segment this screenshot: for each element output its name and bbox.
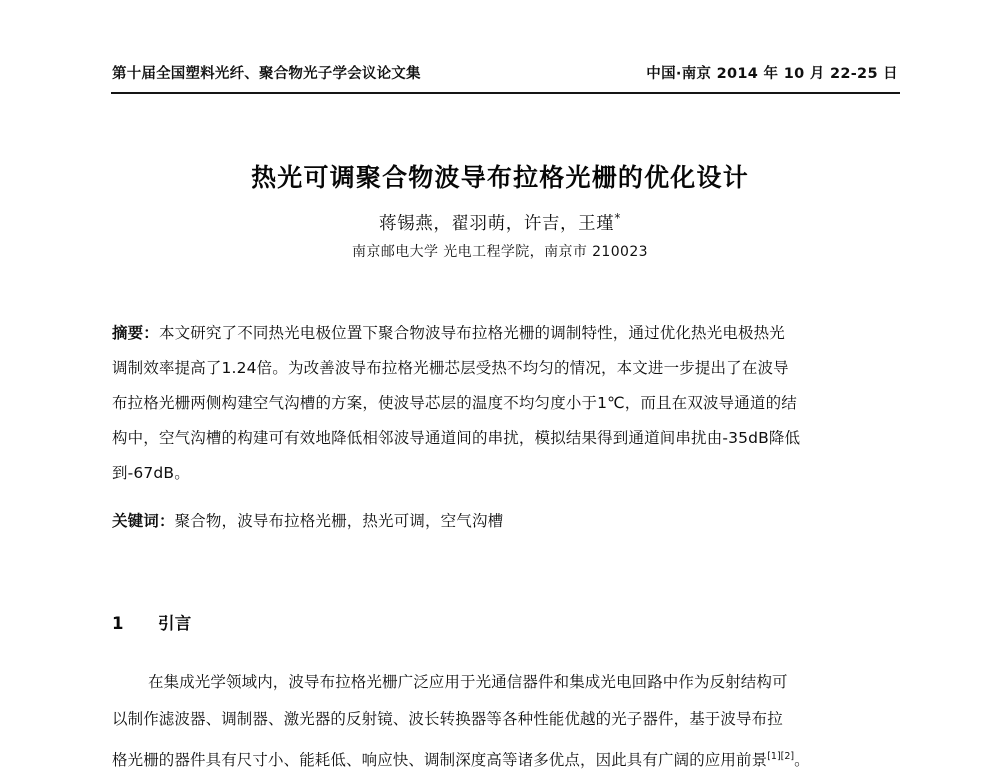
body-text-line-1: 在集成光学领域内，波导布拉格光栅广泛应用于光通信器件和集成光电回路中作为反射结构可 [148,673,788,691]
section-number: 1 [112,614,124,633]
abstract-label: 摘要： [112,324,159,342]
section-heading-introduction [112,610,192,634]
abstract-line [112,421,900,456]
header-location-date: 中国·南京 2014 年 10 月 22-25 日 [646,66,898,82]
author-affiliation: 南京邮电大学 光电工程学院，南京市 210023 [352,244,648,260]
body-line [112,738,902,779]
paper-title: 热光可调聚合物波导布拉格光栅的优化设计 [251,163,749,192]
body-line [112,701,902,738]
abstract-line [112,456,900,491]
citation-reference: [1][2] [767,751,795,762]
abstract-text-line-3: 布拉格光栅两侧构建空气沟槽的方案，使波导芯层的温度不均匀度小于1℃，而且在双波导通道的结 [112,394,797,412]
section-title: 引言 [158,614,192,633]
author-list [0,210,1000,235]
abstract-line [112,386,900,421]
abstract-line [112,351,900,386]
corresponding-author-mark: * [614,211,621,226]
body-text-line-3: 格光栅的器件具有尺寸小、能耗低、响应快、调制深度高等诸多优点，因此具有广阔的应用前景 [112,751,768,770]
abstract-text-line-2: 调制效率提高了1.24倍。为改善波导布拉格光栅芯层受热不均匀的情况，本文进一步提出了在波导 [112,359,789,377]
abstract-text-line-4: 构中，空气沟槽的构建可有效地降低相邻波导通道间的串扰，模拟结果得到通道间串扰由-35dB降低 [112,429,801,447]
keywords-line [112,504,900,539]
abstract-line [112,316,900,351]
abstract-text-line-1: 本文研究了不同热光电极位置下聚合物波导布拉格光栅的调制特性，通过优化热光电极热光 [158,324,785,342]
author-names: 蒋锡燕，翟羽萌，许吉，王瑾 [379,214,615,234]
keywords-label: 关键词： [112,512,175,530]
body-trailing-punctuation: 。 [794,751,810,770]
keywords-text: 聚合物，波导布拉格光栅，热光可调，空气沟槽 [174,512,504,530]
header-conference-title: 第十届全国塑料光纤、聚合物光子学会议论文集 [112,66,421,82]
header-divider-rule [111,92,900,94]
abstract-text-line-5: 到-67dB。 [112,464,190,482]
body-paragraph-introduction [112,664,902,779]
abstract-block [112,316,900,539]
running-header [112,62,900,92]
body-text-line-2: 以制作滤波器、调制器、激光器的反射镜、波长转换器等各种性能优越的光子器件，基于波导布拉 [112,710,783,728]
body-line [112,664,902,701]
